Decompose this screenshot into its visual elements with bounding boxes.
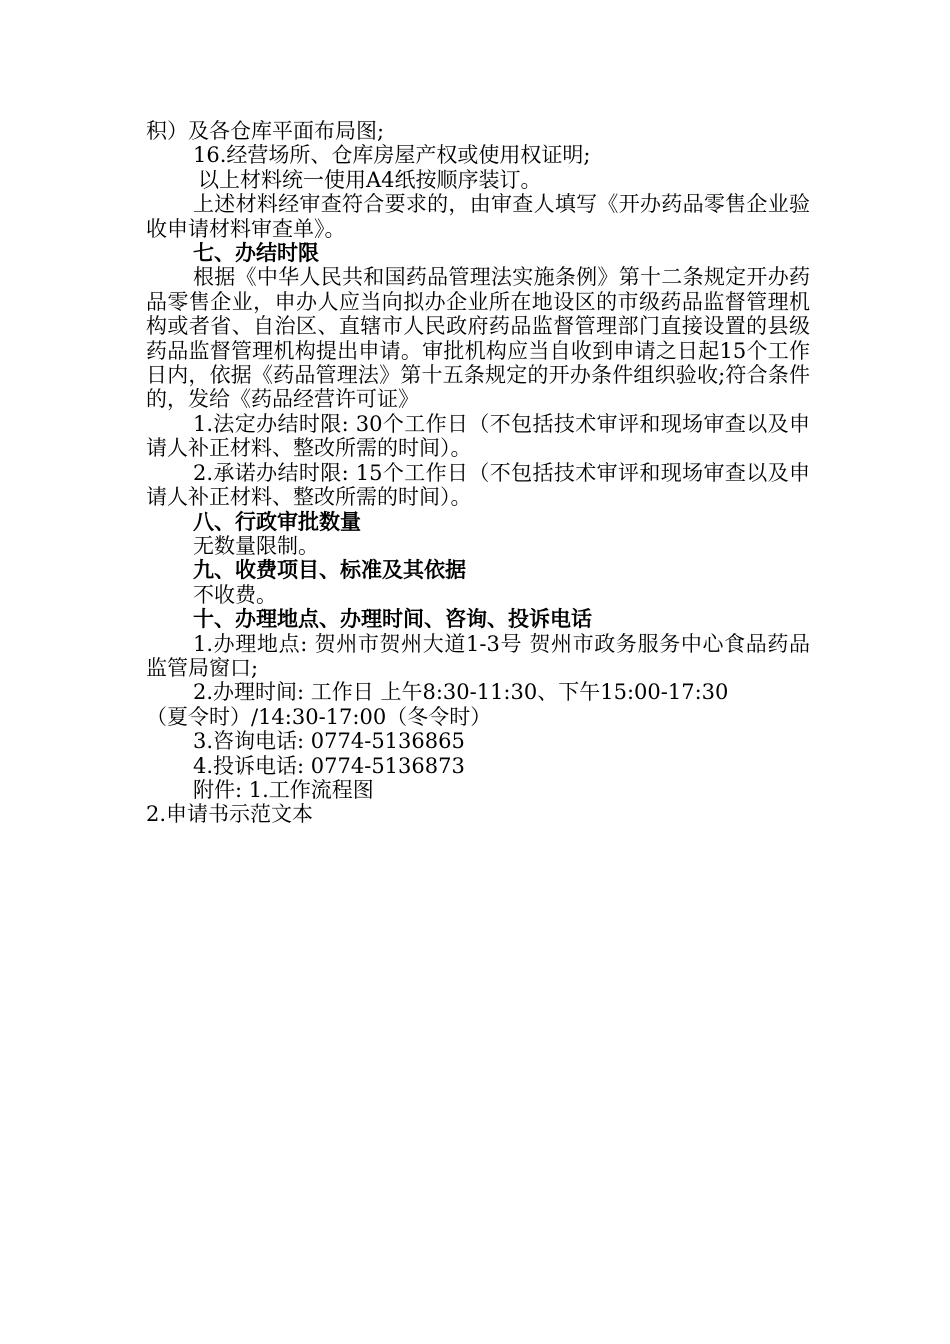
section-7-item-2: 2.承诺办结时限: 15个工作日（不包括技术审评和现场审查以及申请人补正材料、整改所需的时间）。	[146, 460, 810, 510]
section-9-text: 不收费。	[193, 582, 277, 607]
consult-phone: 3.咨询电话: 0774-5136865	[193, 729, 465, 754]
document-body	[146, 119, 810, 827]
section-heading-10: 十、办理地点、办理时间、咨询、投诉电话	[193, 607, 592, 632]
section-8-text: 无数量限制。	[193, 533, 319, 558]
list-item-16: 16.经营场所、仓库房屋产权或使用权证明;	[193, 143, 591, 168]
text-line: 积）及各仓库平面布局图;	[146, 119, 385, 143]
complaint-phone: 4.投诉电话: 0774-5136873	[193, 753, 465, 778]
office-hours: 2.办理时间: 工作日 上午8:30-11:30、下午15:00-17:30	[193, 680, 729, 705]
section-7-item-1: 1.法定办结时限: 30个工作日（不包括技术审评和现场审查以及申请人补正材料、整改所需的时间）。	[146, 411, 810, 461]
review-paragraph: 上述材料经审查符合要求的，由审查人填写《开办药品零售企业验收申请材料审查单》。	[146, 192, 810, 241]
binding-note: 以上材料统一使用A4纸按顺序装订。	[198, 167, 542, 192]
section-heading-9: 九、收费项目、标准及其依据	[193, 558, 466, 583]
attachment-1: 附件: 1.工作流程图	[193, 777, 374, 802]
attachment-2: 2.申请书示范文本	[146, 802, 314, 827]
section-heading-7: 七、办结时限	[193, 241, 319, 266]
office-hours-season: （夏令时）/14:30-17:00（冬令时）	[146, 704, 492, 729]
section-heading-8: 八、行政审批数量	[193, 509, 361, 534]
section-7-paragraph: 根据《中华人民共和国药品管理法实施条例》第十二条规定开办药品零售企业，申办人应当向拟办企业所在地设区的市级药品监督管理机构或者省、自治区、直辖市人民政府药品监督管理部门直接设置的县级药品监督管理机构提出申请。审批机构应当自收到申请之日起15个工作日内，依据《药品管理法》第十五条规定的开办条件组织验收;符合条件的，发给《药品经营许可证》	[146, 265, 810, 412]
office-location: 1.办理地点: 贺州市贺州大道1-3号 贺州市政务服务中心食品药品监管局窗口;	[146, 631, 810, 680]
